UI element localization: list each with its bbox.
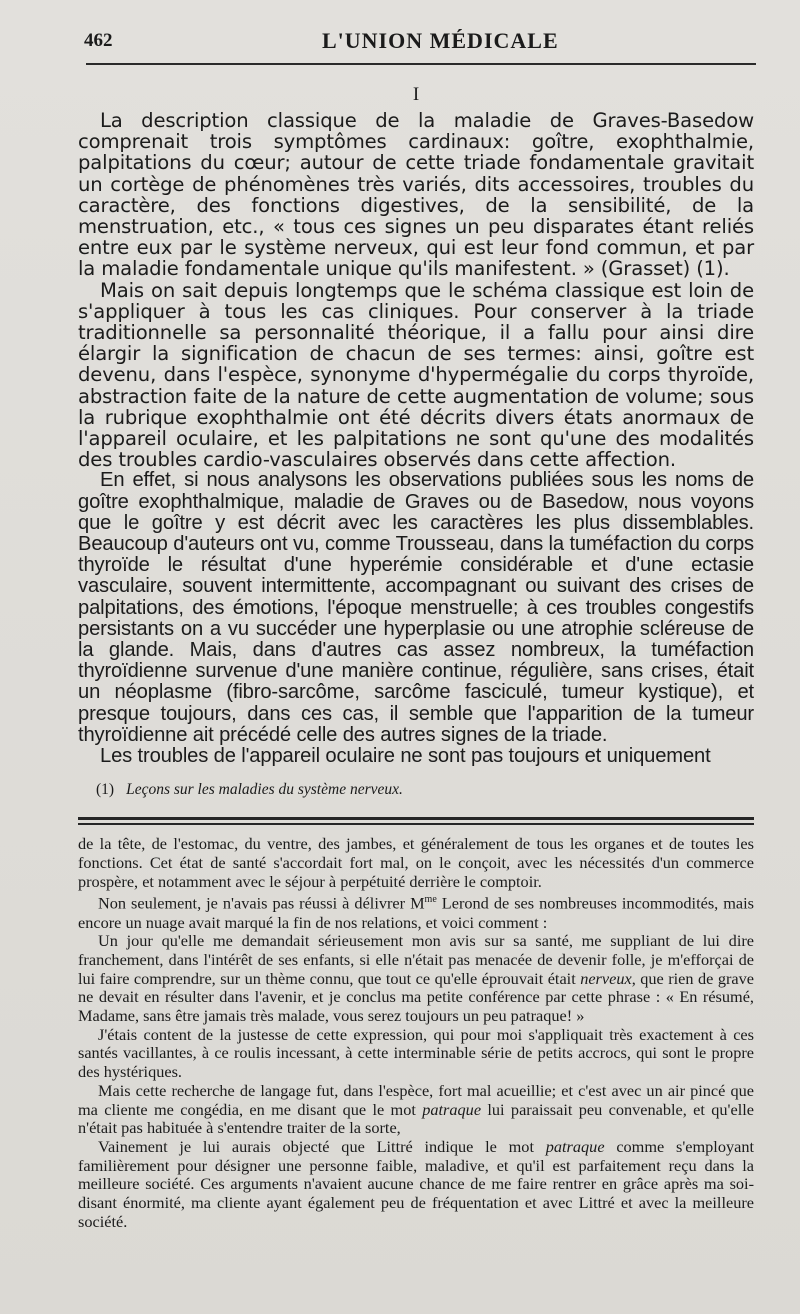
feuilleton-paragraph: Un jour qu'elle me demandait sérieusement mon avis sur sa santé, me suppliant de lui dire franchement, dans l'intérêt de ses enfants, si elle n'était pas menacée de devenir folle, je m'efforçai de lui faire comprendre, sur un thème connu, que tout ce qu'elle éprouvait était nerveux, que rien de grave ne devait en résulter dans l'avenir, et je conclus ma petite conférence par cette phrase : « En résumé, Madame, sans être jamais très malade, vous serez toujours un peu patraque! » [78, 931, 754, 1026]
page-header [78, 0, 754, 62]
footnote [78, 781, 754, 799]
feuilleton-section [78, 835, 754, 1231]
feuilleton-divider [78, 817, 754, 825]
article-paragraph: La description classique de la maladie de Graves-Basedow comprenait trois symptômes cardinaux: goître, exophthalmie, palpitations du cœur; autour de cette triade fondamentale gravitait un cortège de phénomènes très variés, dits accessoires, troubles du caractère, des fonctions digestives, de la sensibilité, de la menstruation, etc., « tous ces signes un peu disparates étant reliés entre eux par le système nerveux, qui est leur fond commun, et par la maladie fondamentale unique qu'ils manifestent. » (Grasset) (1). [78, 109, 754, 281]
page-number: 462 [84, 30, 113, 51]
feuilleton-paragraph: Non seulement, je n'avais pas réussi à délivrer $M^{me}$ Lerond de ses nombreuses incommodités, mais encore un nuage avait marqué la fin de nos relations, et voici comment : [78, 893, 754, 932]
feuilleton-paragraph: Vainement je lui aurais objecté que Littré indique le mot patraque comme s'employant familièrement pour désigner une personne faible, maladive, et qu'il est parfaitement reçu dans la meilleure société. Ces arguments n'avaient aucune chance de me faire rentrer en grâce après ma soi-disant énormité, ma cliente ayant également peu de fréquentation et avec Littré et avec la meilleure société. [78, 1136, 755, 1231]
main-article [78, 84, 754, 799]
header-rule [86, 63, 756, 65]
article-paragraph: Les troubles de l'appareil oculaire ne sont pas toujours et uniquement [100, 745, 711, 768]
feuilleton-paragraph: de la tête, de l'estomac, du ventre, des jambes, et généralement de tous les organes et de toutes les fonctions. Cet état de santé s'accordait fort mal, on le conçoit, avec les nécessités d'un commerce prospère, et notamment avec le séjour à perpétuité derrière le comptoir. [78, 834, 754, 891]
feuilleton-paragraph: Mais cette recherche de langage fut, dans l'espèce, fort mal acueillie; et c'est avec un air pincé que ma cliente me congédia, en me disant que le mot patraque lui paraissait peu convenable, et qu'elle n'était pas habituée à s'entendre traiter de la sorte, [78, 1080, 754, 1138]
footnote-text: Leçons sur les maladies du système nerveux. [126, 781, 403, 799]
footnote-ref: (1) [96, 781, 115, 799]
feuilleton-paragraph: J'étais content de la justesse de cette expression, qui pour moi s'appliquait très exactement à ces santés vacillantes, à ce roulis incessant, à cette interminable série de petits accrocs, qui sont le propre des hystériques. [78, 1024, 754, 1082]
running-head: L'UNION MÉDICALE [322, 28, 559, 53]
article-paragraph: En effet, si nous analysons les observations publiées sous les noms de goître exophthalmique, maladie de Graves ou de Basedow, nous voyons que le goître y est décrit avec les caractères les plus dissemblables. Beaucoup d'auteurs ont vu, comme Trousseau, dans la tuméfaction du corps thyroïde le résultat d'une hyperémie considérable et d'une ectasie vasculaire, souvent intermittente, accompagnant ou suivant des crises de palpitations, des émotions, l'époque menstruelle; à ces troubles congestifs persistants on a vu succéder une hyperplasie ou une atrophie scléreuse de la glande. Mais, dans d'autres cas assez nombreux, la tuméfaction thyroïdienne survenue d'une manière continue, régulière, sans crises, était un néoplasme (fibro-sarcôme, sarcôme fasciculé, tumeur kystique), et presque toujours, dans ces cas, il semble que l'apparition de la tumeur thyroïdienne ait précédé celle des autres signes de la triade. [78, 469, 754, 746]
article-paragraph: Mais on sait depuis longtemps que le schéma classique est loin de s'appliquer à tous les cas cliniques. Pour conserver à la triade traditionnelle sa personnalité théorique, il a fallu pour ainsi dire élargir la signification de chacun de ses termes: ainsi, goître est devenu, dans l'espèce, synonyme d'hypermégalie du corps thyroïde, abstraction faite de la nature de cette augmentation de volume; sous la rubrique exophthalmie ont été décrits divers états anormaux de l'appareil oculaire, et les palpitations ne sont qu'une des modalités des troubles cardio-vasculaires observés dans cette affection. [78, 278, 754, 472]
section-number: I [412, 84, 420, 105]
